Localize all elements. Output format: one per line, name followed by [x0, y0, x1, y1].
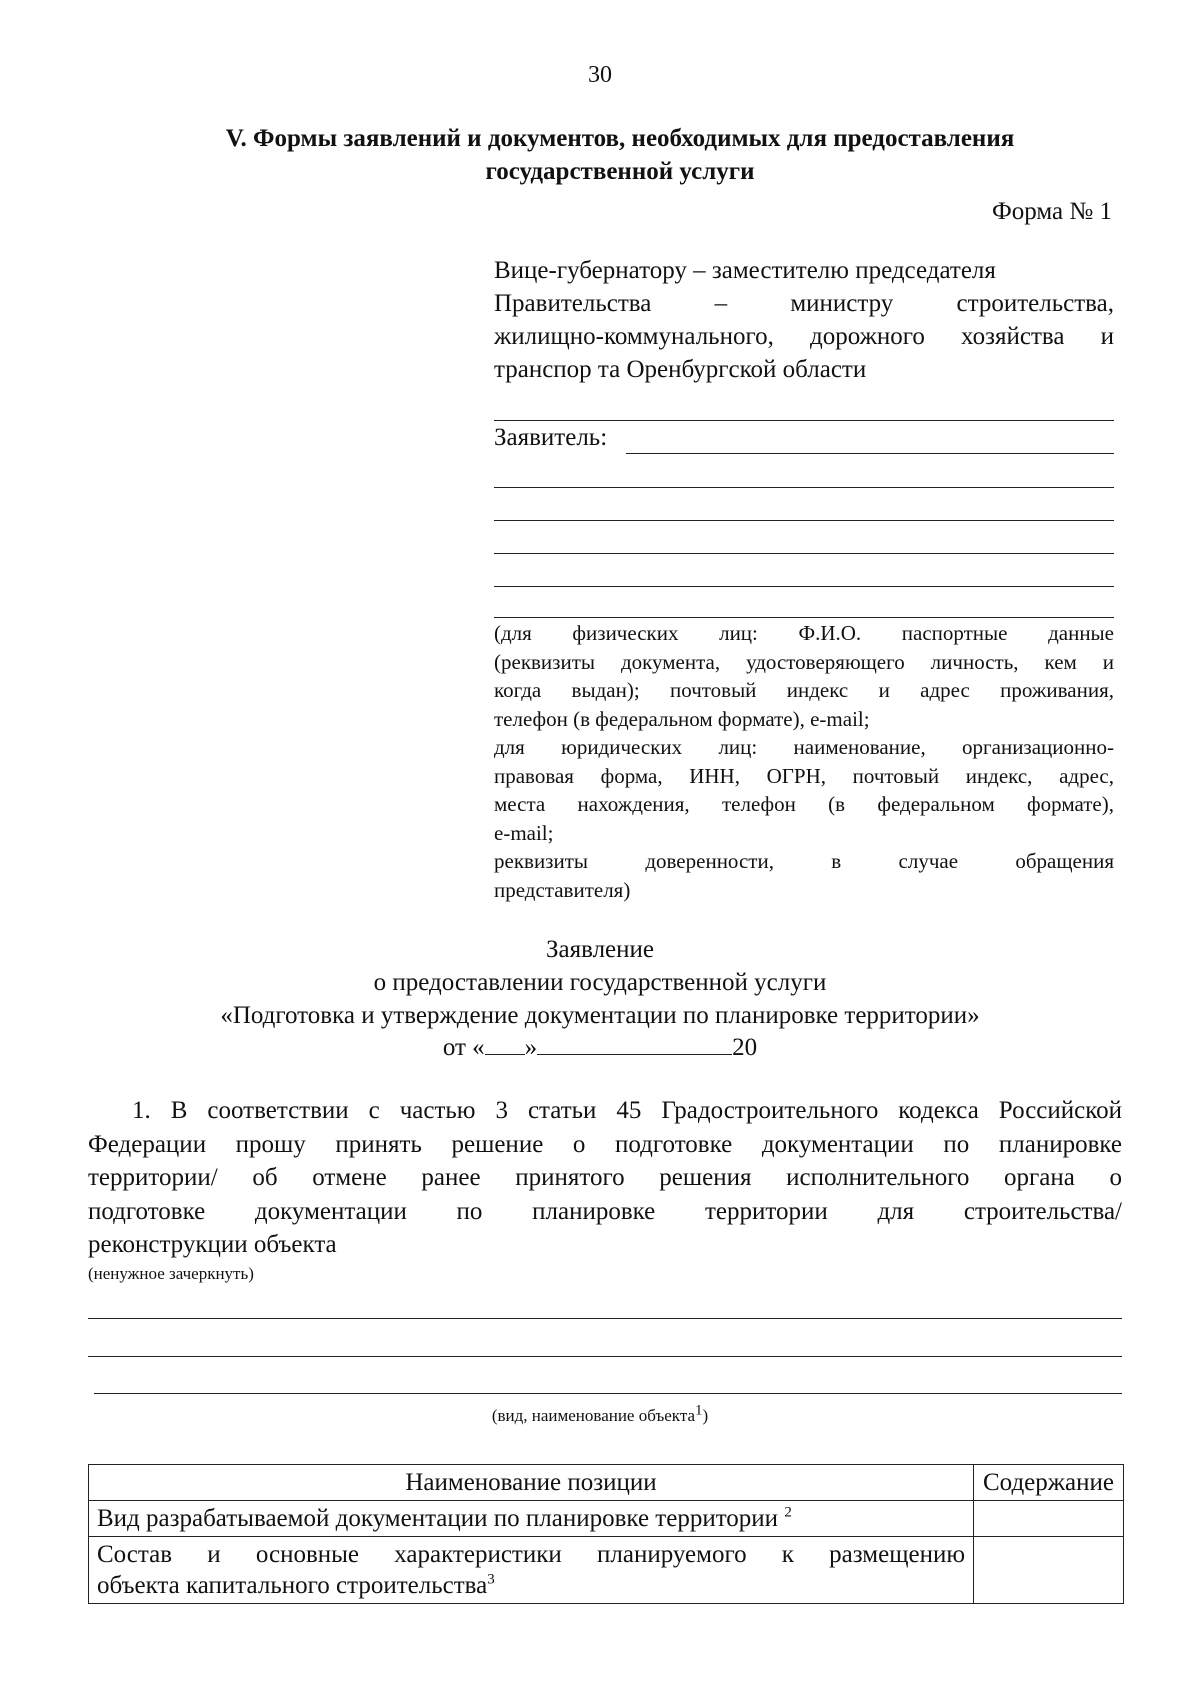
applicant-note	[494, 619, 1114, 904]
statement-title-block	[0, 933, 1200, 1032]
note-line: для юридических лиц: наименование, организационно-	[494, 735, 1114, 759]
row-name-line1: Состав и основные характеристики планируемого к размещению	[97, 1541, 965, 1568]
section-heading-line2: государственной услуги	[485, 158, 755, 185]
row-content-cell[interactable]	[974, 1537, 1124, 1604]
date-year: 20	[732, 1034, 758, 1061]
para-line: Федерации прошу принять решение о подготовке документации по планировке	[88, 1130, 1122, 1158]
footnote-ref: 3	[487, 1571, 495, 1588]
object-caption-text: (вид, наименование объекта	[491, 1406, 696, 1425]
applicant-blank-line[interactable]	[494, 586, 1114, 587]
addressee-line: жилищно-коммунального, дорожного хозяйства и	[494, 323, 1114, 350]
date-mid: »	[524, 1034, 538, 1061]
applicant-blank-line[interactable]	[494, 553, 1114, 554]
para-line: реконструкции объекта	[88, 1231, 337, 1258]
note-line: e-mail;	[494, 820, 554, 845]
section-heading-line1: V. Формы заявлений и документов, необходимых для предоставления	[225, 125, 1015, 152]
addressee-line: Вице-губернатору – заместителю председателя	[494, 257, 996, 284]
page-number: 30	[588, 62, 612, 88]
form-number-label: Форма № 1	[992, 198, 1112, 225]
applicant-blank-line[interactable]	[494, 617, 1114, 618]
footnote-ref: 2	[784, 1504, 792, 1521]
note-line: (реквизиты документа, удостоверяющего личность, кем и	[494, 649, 1114, 674]
header-content: Содержание	[974, 1465, 1124, 1501]
applicant-input-line[interactable]	[626, 453, 1114, 454]
service-name: «Подготовка и утверждение документации по планировке территории»	[220, 1002, 980, 1029]
object-caption-end: )	[702, 1406, 709, 1425]
applicant-blank-line[interactable]	[494, 420, 1114, 421]
note-line: места нахождения, телефон (в федеральном формате),	[494, 792, 1114, 816]
statement-title: Заявление	[545, 936, 655, 963]
date-month-field[interactable]	[537, 1032, 732, 1055]
row-content-cell[interactable]	[974, 1501, 1124, 1537]
note-line: когда выдан); почтовый индекс и адрес проживания,	[494, 678, 1114, 702]
statement-subtitle: о предоставлении государственной услуги	[373, 969, 827, 996]
applicant-label: Заявитель:	[494, 424, 608, 451]
note-line: правовая форма, ИНН, ОГРН, почтовый индекс, адрес,	[494, 763, 1114, 788]
note-line: представителя)	[494, 877, 631, 902]
addressee-line: Правительства – министру строительства,	[494, 290, 1114, 317]
para-line: территории/ об отмене ранее принятого решения исполнительного органа о	[88, 1164, 1122, 1191]
row-name-line2: объекта капитального строительства	[97, 1572, 488, 1599]
statement-date	[0, 1032, 1200, 1062]
object-input-line[interactable]	[88, 1356, 1122, 1357]
row-name	[89, 1537, 974, 1604]
para-line: 1. В соответствии с частью 3 статьи 45 Градостроительного кодекса Российской	[132, 1097, 1122, 1124]
note-line: реквизиты доверенности, в случае обращения	[494, 849, 1114, 873]
row-name-text: Вид разрабатываемой документации по планировке территории	[97, 1505, 779, 1532]
date-day-field[interactable]	[485, 1032, 525, 1055]
para-line: подготовке документации по планировке территории для строительства/	[88, 1197, 1122, 1225]
date-prefix: от «	[442, 1034, 485, 1061]
table-row	[89, 1537, 1124, 1604]
request-paragraph	[88, 1094, 1122, 1262]
footnote-ref: 1	[695, 1402, 703, 1419]
positions-table	[88, 1464, 1124, 1604]
object-input-line[interactable]	[94, 1393, 1122, 1394]
applicant-blank-line[interactable]	[494, 520, 1114, 521]
object-input-line[interactable]	[88, 1318, 1122, 1319]
table-row	[89, 1501, 1124, 1537]
header-name: Наименование позиции	[89, 1465, 974, 1501]
note-line: телефон (в федеральном формате), e-mail;	[494, 706, 870, 731]
section-heading	[120, 122, 1120, 188]
addressee-block	[494, 254, 1114, 386]
object-caption	[0, 1402, 1200, 1426]
note-line: (для физических лиц: Ф.И.О. паспортные данные	[494, 621, 1114, 645]
applicant-blank-line[interactable]	[494, 487, 1114, 488]
strike-out-note: (ненужное зачеркнуть)	[88, 1264, 254, 1283]
row-name	[89, 1501, 974, 1537]
table-header-row	[89, 1465, 1124, 1501]
addressee-line: транспор та Оренбургской области	[494, 356, 867, 383]
